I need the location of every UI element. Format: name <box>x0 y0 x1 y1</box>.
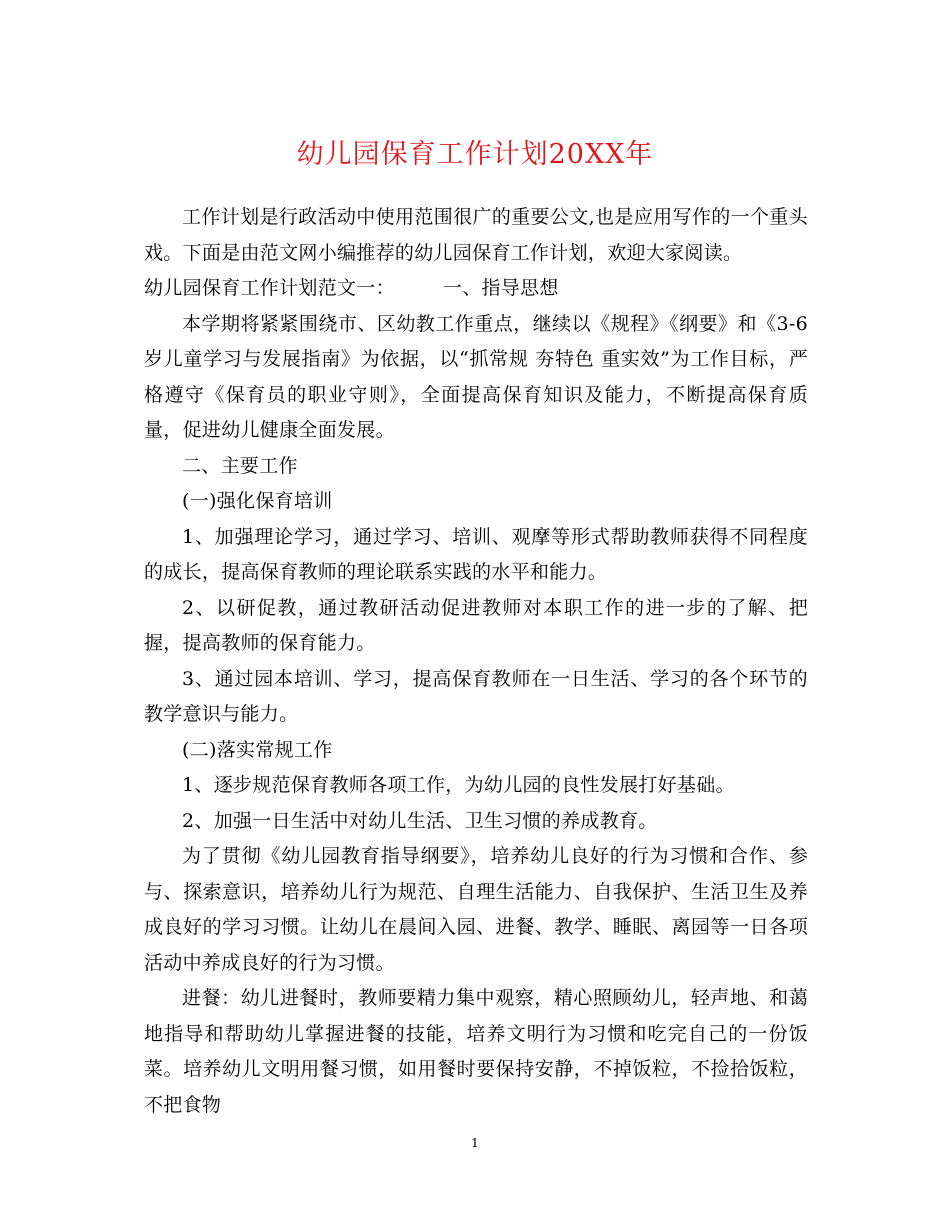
subheading-routine: (二)落实常规工作 <box>182 738 333 761</box>
document-body <box>144 200 808 1123</box>
meal-paragraph: 进餐：幼儿进餐时，教师要精力集中观察，精心照顾幼儿，轻声地、和蔼地指导和帮助幼儿掌握进餐的技能，培养文明行为习惯和吃完自己的一份饭菜。培养幼儿文明用餐习惯，如用餐时要保持安静，不掉饭粒，不捡拾饭粒，不把食物 <box>144 987 808 1116</box>
main-work-heading: 二、主要工作 <box>182 454 298 477</box>
routine-item-2: 2、加强一日生活中对幼儿生活、卫生习惯的养成教育。 <box>182 809 658 832</box>
guiding-thought-paragraph: 本学期将紧紧围绕市、区幼教工作重点，继续以《规程》《纲要》和《3-6岁儿童学习与发展指南》为依据，以“抓常规 夯特色 重实效”为工作目标，严格遵守《保育员的职业守则》，全面提高保育知识及能力，不断提高保育质量，促进幼儿健康全面发展。 <box>144 312 808 441</box>
training-item-3: 3、通过园本培训、学习，提高保育教师在一日生活、学习的各个环节的教学意识与能力。 <box>144 667 808 725</box>
routine-item-1: 1、逐步规范保育教师各项工作，为幼儿园的良性发展打好基础。 <box>182 774 735 796</box>
habits-paragraph: 为了贯彻《幼儿园教育指导纲要》，培养幼儿良好的行为习惯和合作、参与、探索意识，培养幼儿行为规范、自理生活能力、自我保护、生活卫生及养成良好的学习习惯。让幼儿在晨间入园、进餐、教学、睡眠、离园等一日各项活动中养成良好的行为习惯。 <box>144 845 808 974</box>
training-item-1: 1、加强理论学习，通过学习、培训、观摩等形式帮助教师获得不同程度的成长，提高保育教师的理论联系实践的水平和能力。 <box>144 525 808 583</box>
sample-label: 幼儿园保育工作计划范文一： <box>144 277 395 299</box>
training-item-2: 2、以研促教，通过教研活动促进教师对本职工作的进一步的了解、把握，提高教师的保育能力。 <box>144 596 808 654</box>
subheading-training: (一)强化保育培训 <box>182 490 333 512</box>
document-title: 幼儿园保育工作计划20XX年 <box>296 139 654 170</box>
guiding-thought-heading: 一、指导思想 <box>442 277 559 299</box>
section-line <box>144 271 808 307</box>
page-number: 1 <box>471 1136 479 1150</box>
intro-paragraph: 工作计划是行政活动中使用范围很广的重要公文,也是应用写作的一个重头戏。下面是由范文网小编推荐的幼儿园保育工作计划，欢迎大家阅读。 <box>144 206 808 264</box>
